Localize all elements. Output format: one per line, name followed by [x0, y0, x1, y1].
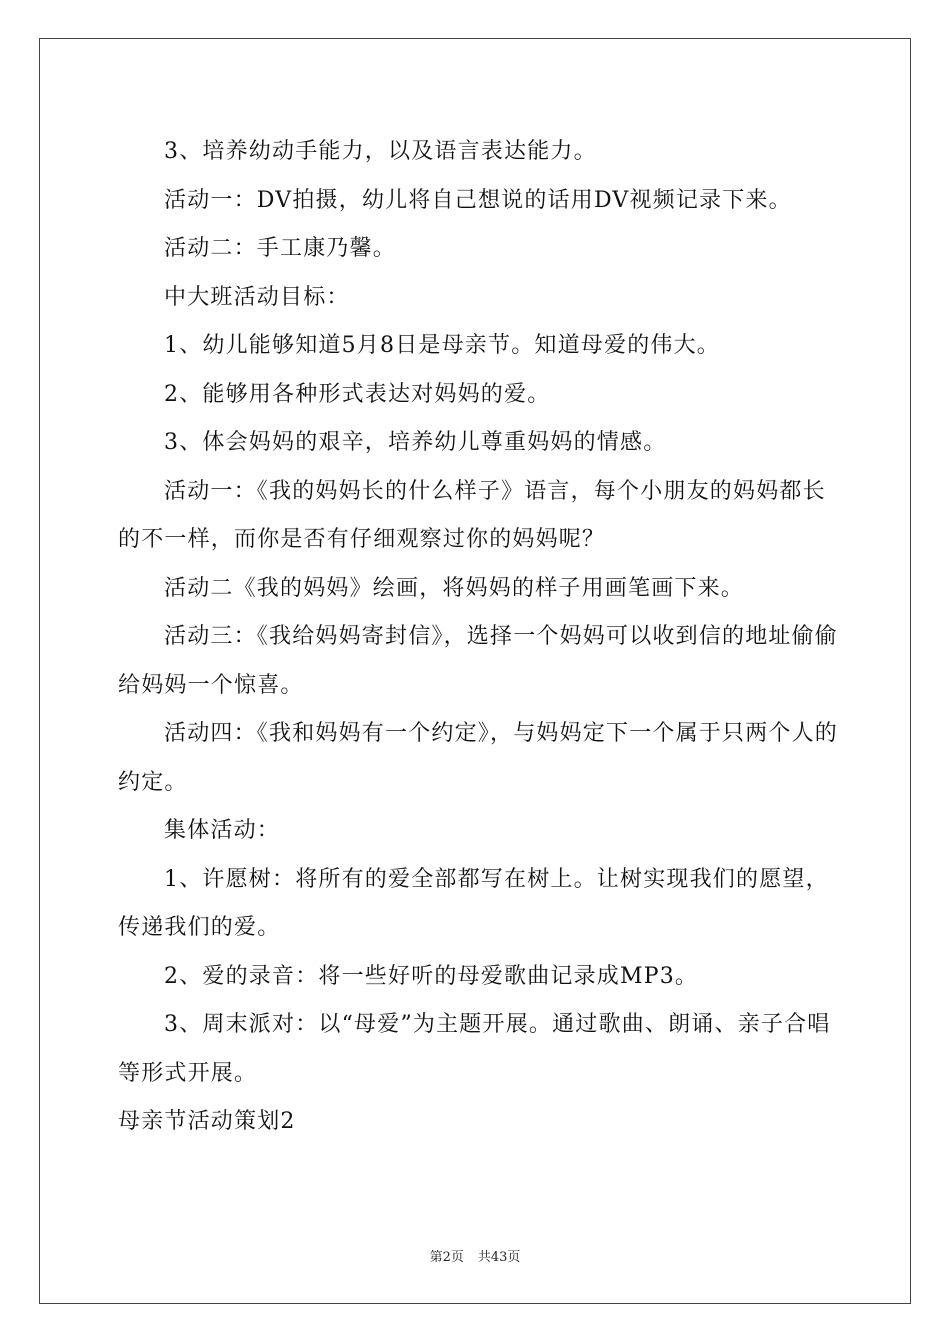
- paragraph: 2、能够用各种形式表达对妈妈的爱。: [164, 381, 551, 407]
- paragraph: 活动三：《我给妈妈寄封信》，选择一个妈妈可以收到信的地址偷偷给妈妈一个惊喜。: [118, 624, 839, 698]
- paragraph: 活动二《我的妈妈》绘画，将妈妈的样子用画笔画下来。: [164, 575, 745, 601]
- document-body: [118, 128, 838, 1147]
- paragraph: 3、周末派对：以“母爱”为主题开展。通过歌曲、朗诵、亲子合唱等形式开展。: [118, 1012, 831, 1086]
- paragraph: 2、爱的录音：将一些好听的母爱歌曲记录成MP3。: [164, 963, 699, 989]
- paragraph: 1、许愿树：将所有的爱全部都写在树上。让树实现我们的愿望，传递我们的爱。: [118, 866, 829, 940]
- paragraph: 3、培养幼动手能力，以及语言表达能力。: [164, 139, 597, 164]
- page-total: 共43页: [477, 1250, 521, 1265]
- paragraph: 活动四：《我和妈妈有一个约定》，与妈妈定下一个属于只两个人的约定。: [118, 721, 839, 795]
- section-heading: 中大班活动目标：: [164, 284, 350, 310]
- paragraph: 3、体会妈妈的艰辛，培养幼儿尊重妈妈的情感。: [164, 430, 667, 455]
- paragraph: 活动二：手工康乃馨。: [164, 236, 397, 261]
- page-footer: [0, 1246, 950, 1265]
- paragraph: 1、幼儿能够知道5月8日是母亲节。知道母爱的伟大。: [164, 333, 720, 358]
- paragraph: 活动一：《我的妈妈长的什么样子》语言，每个小朋友的妈妈都长的不一样，而你是否有仔细观察过你的妈妈呢？: [118, 478, 826, 552]
- paragraph: 活动一：DV拍摄，幼儿将自己想说的话用DV视频记录下来。: [164, 187, 792, 213]
- section-heading: 集体活动：: [164, 818, 281, 843]
- page-number: 第2页: [429, 1250, 464, 1265]
- section-title: 母亲节活动策划2: [118, 1109, 296, 1134]
